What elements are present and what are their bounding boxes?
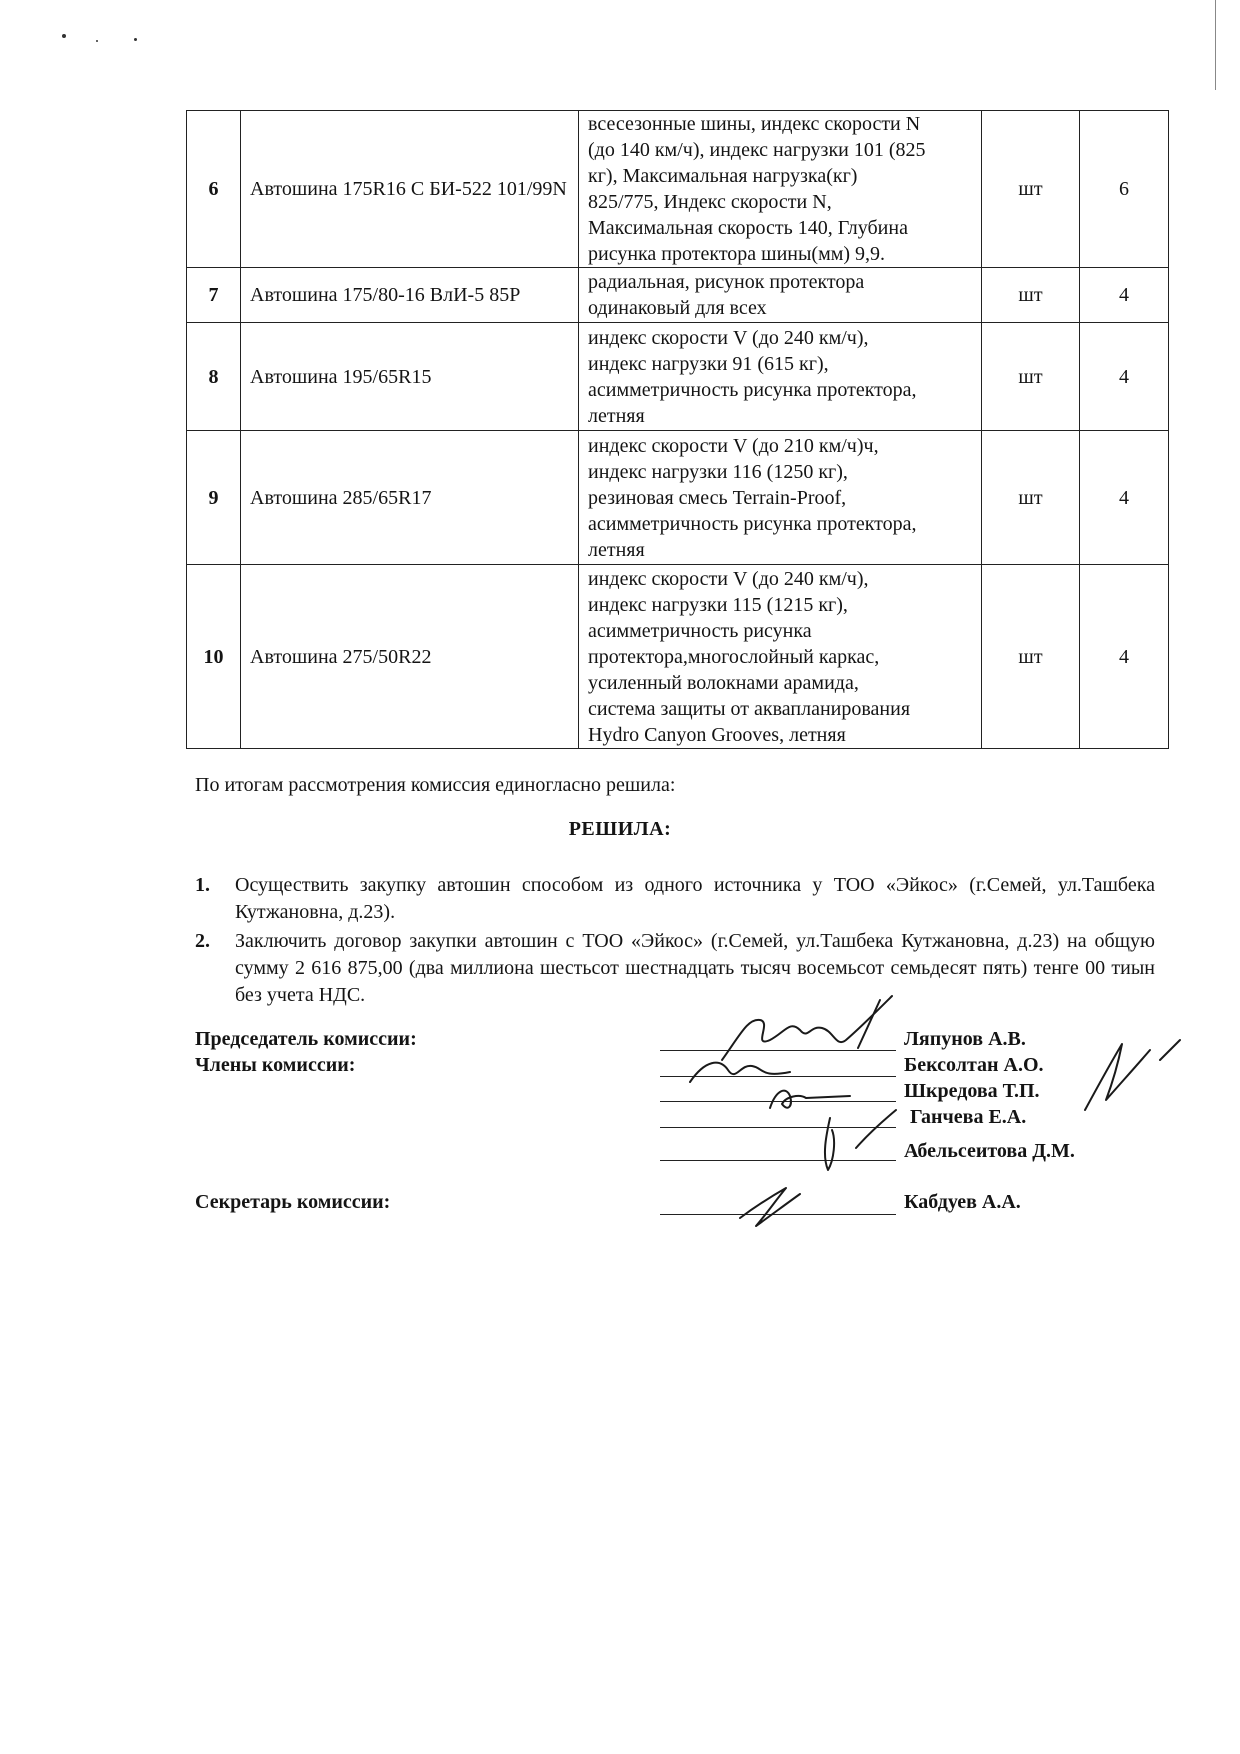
item-description <box>579 323 982 431</box>
description-line: радиальная, рисунок протектора <box>588 271 865 293</box>
description-line: протектора,многослойный каркас, <box>588 645 880 668</box>
description-line: летняя <box>588 538 645 561</box>
description-line: рисунка протектора шины(мм) 9,9. <box>588 243 886 265</box>
signature-line <box>660 1214 896 1215</box>
item-number: 7 <box>187 268 241 323</box>
description-line: индекс скорости V (до 210 км/ч)ч, <box>588 434 879 457</box>
description-line: (до 140 км/ч), индекс нагрузки 101 (825 <box>588 139 926 161</box>
decision-item <box>195 928 1155 1009</box>
table-row <box>187 111 1169 268</box>
item-quantity: 4 <box>1080 268 1169 323</box>
item-name: Автошина 285/65R17 <box>241 431 579 565</box>
chairman-name: Ляпунов А.В. <box>904 1028 1026 1050</box>
description-line: асимметричность рисунка протектора, <box>588 512 917 535</box>
description-line: асимметричность рисунка протектора, <box>588 378 917 401</box>
description-line: индекс скорости V (до 240 км/ч), <box>588 326 869 349</box>
decision-text: Осуществить закупку автошин способом из одного источника у ТОО «Эйкос» (г.Семей, ул.Ташбека Кутжановна, д.23). <box>235 874 1155 923</box>
decision-item <box>195 872 1155 926</box>
description-line: резиновая смесь Terrain-Proof, <box>588 486 847 509</box>
scan-edge-line <box>1215 0 1216 90</box>
item-description <box>579 565 982 749</box>
intro-text: По итогам рассмотрения комиссия единогласно решила: <box>195 774 676 796</box>
description-line: кг), Максимальная нагрузка(кг) <box>588 165 858 187</box>
scan-speck <box>134 38 137 41</box>
description-line: Hydro Canyon Grooves, летняя <box>588 723 846 746</box>
secretary-name: Кабдуев А.А. <box>904 1191 1021 1213</box>
description-line: индекс скорости V (до 240 км/ч), <box>588 567 869 590</box>
decision-text: Заключить договор закупки автошин с ТОО «Эйкос» (г.Семей, ул.Ташбека Кутжановна, д.23) на общую сумму 2 616 875,00 (два миллиона шестьсот шестнадцать тысяч восемьсот семьдесят пять) тенге 00 тиын без учета НДС. <box>235 930 1155 1006</box>
item-quantity: 4 <box>1080 431 1169 565</box>
item-description <box>579 431 982 565</box>
item-quantity: 6 <box>1080 111 1169 268</box>
description-line: система защиты от аквапланирования <box>588 697 911 720</box>
item-number: 9 <box>187 431 241 565</box>
signature-line <box>660 1050 896 1051</box>
item-number: 10 <box>187 565 241 749</box>
secretary-signature <box>740 1188 800 1226</box>
member-signature <box>825 1110 896 1170</box>
description-line: 825/775, Индекс скорости N, <box>588 191 832 213</box>
member-name: Абельсеитова Д.М. <box>904 1140 1075 1162</box>
description-line: индекс нагрузки 91 (615 кг), <box>588 352 829 375</box>
item-name: Автошина 275/50R22 <box>241 565 579 749</box>
decision-number: 1. <box>195 874 210 896</box>
signature-line <box>660 1160 896 1161</box>
member-signature <box>770 1091 850 1108</box>
decision-title: РЕШИЛА: <box>568 818 672 840</box>
member-name: Бексолтан А.О. <box>904 1054 1044 1076</box>
item-description <box>579 111 982 268</box>
description-line: усиленный волокнами арамида, <box>588 671 859 694</box>
item-number: 6 <box>187 111 241 268</box>
description-line: летняя <box>588 404 645 427</box>
item-number: 8 <box>187 323 241 431</box>
item-unit: шт <box>982 111 1080 268</box>
items-table <box>186 110 1169 749</box>
signature-line <box>660 1127 896 1128</box>
scan-speck <box>62 34 66 38</box>
member-signature <box>690 1063 790 1082</box>
item-quantity: 4 <box>1080 323 1169 431</box>
signature-line <box>660 1076 896 1077</box>
chairman-label: Председатель комиссии: <box>195 1028 417 1050</box>
item-name: Автошина 175/80-16 ВлИ-5 85Р <box>241 268 579 323</box>
item-unit: шт <box>982 323 1080 431</box>
member-name: Ганчева Е.А. <box>910 1106 1027 1128</box>
secretary-label: Секретарь комиссии: <box>195 1191 391 1213</box>
item-name: Автошина 195/65R15 <box>241 323 579 431</box>
description-line: индекс нагрузки 116 (1250 кг), <box>588 460 848 483</box>
description-line: Максимальная скорость 140, Глубина <box>588 217 908 239</box>
item-quantity: 4 <box>1080 565 1169 749</box>
description-line: асимметричность рисунка <box>588 619 812 642</box>
table-row <box>187 323 1169 431</box>
table-row <box>187 268 1169 323</box>
table-row <box>187 431 1169 565</box>
decision-list <box>195 872 1155 1011</box>
decision-number: 2. <box>195 930 210 952</box>
description-line: индекс нагрузки 115 (1215 кг), <box>588 593 848 616</box>
description-line: всесезонные шины, индекс скорости N <box>588 113 921 135</box>
item-name: Автошина 175R16 С БИ-522 101/99N <box>241 111 579 268</box>
member-name: Шкредова Т.П. <box>904 1080 1040 1102</box>
signature-line <box>660 1101 896 1102</box>
item-unit: шт <box>982 565 1080 749</box>
description-line: одинаковый для всех <box>588 297 767 319</box>
table-row <box>187 565 1169 749</box>
item-description <box>579 268 982 323</box>
scan-speck <box>96 40 98 42</box>
right-margin-signature <box>1085 1040 1180 1110</box>
members-label: Члены комиссии: <box>195 1054 356 1076</box>
item-unit: шт <box>982 268 1080 323</box>
item-unit: шт <box>982 431 1080 565</box>
